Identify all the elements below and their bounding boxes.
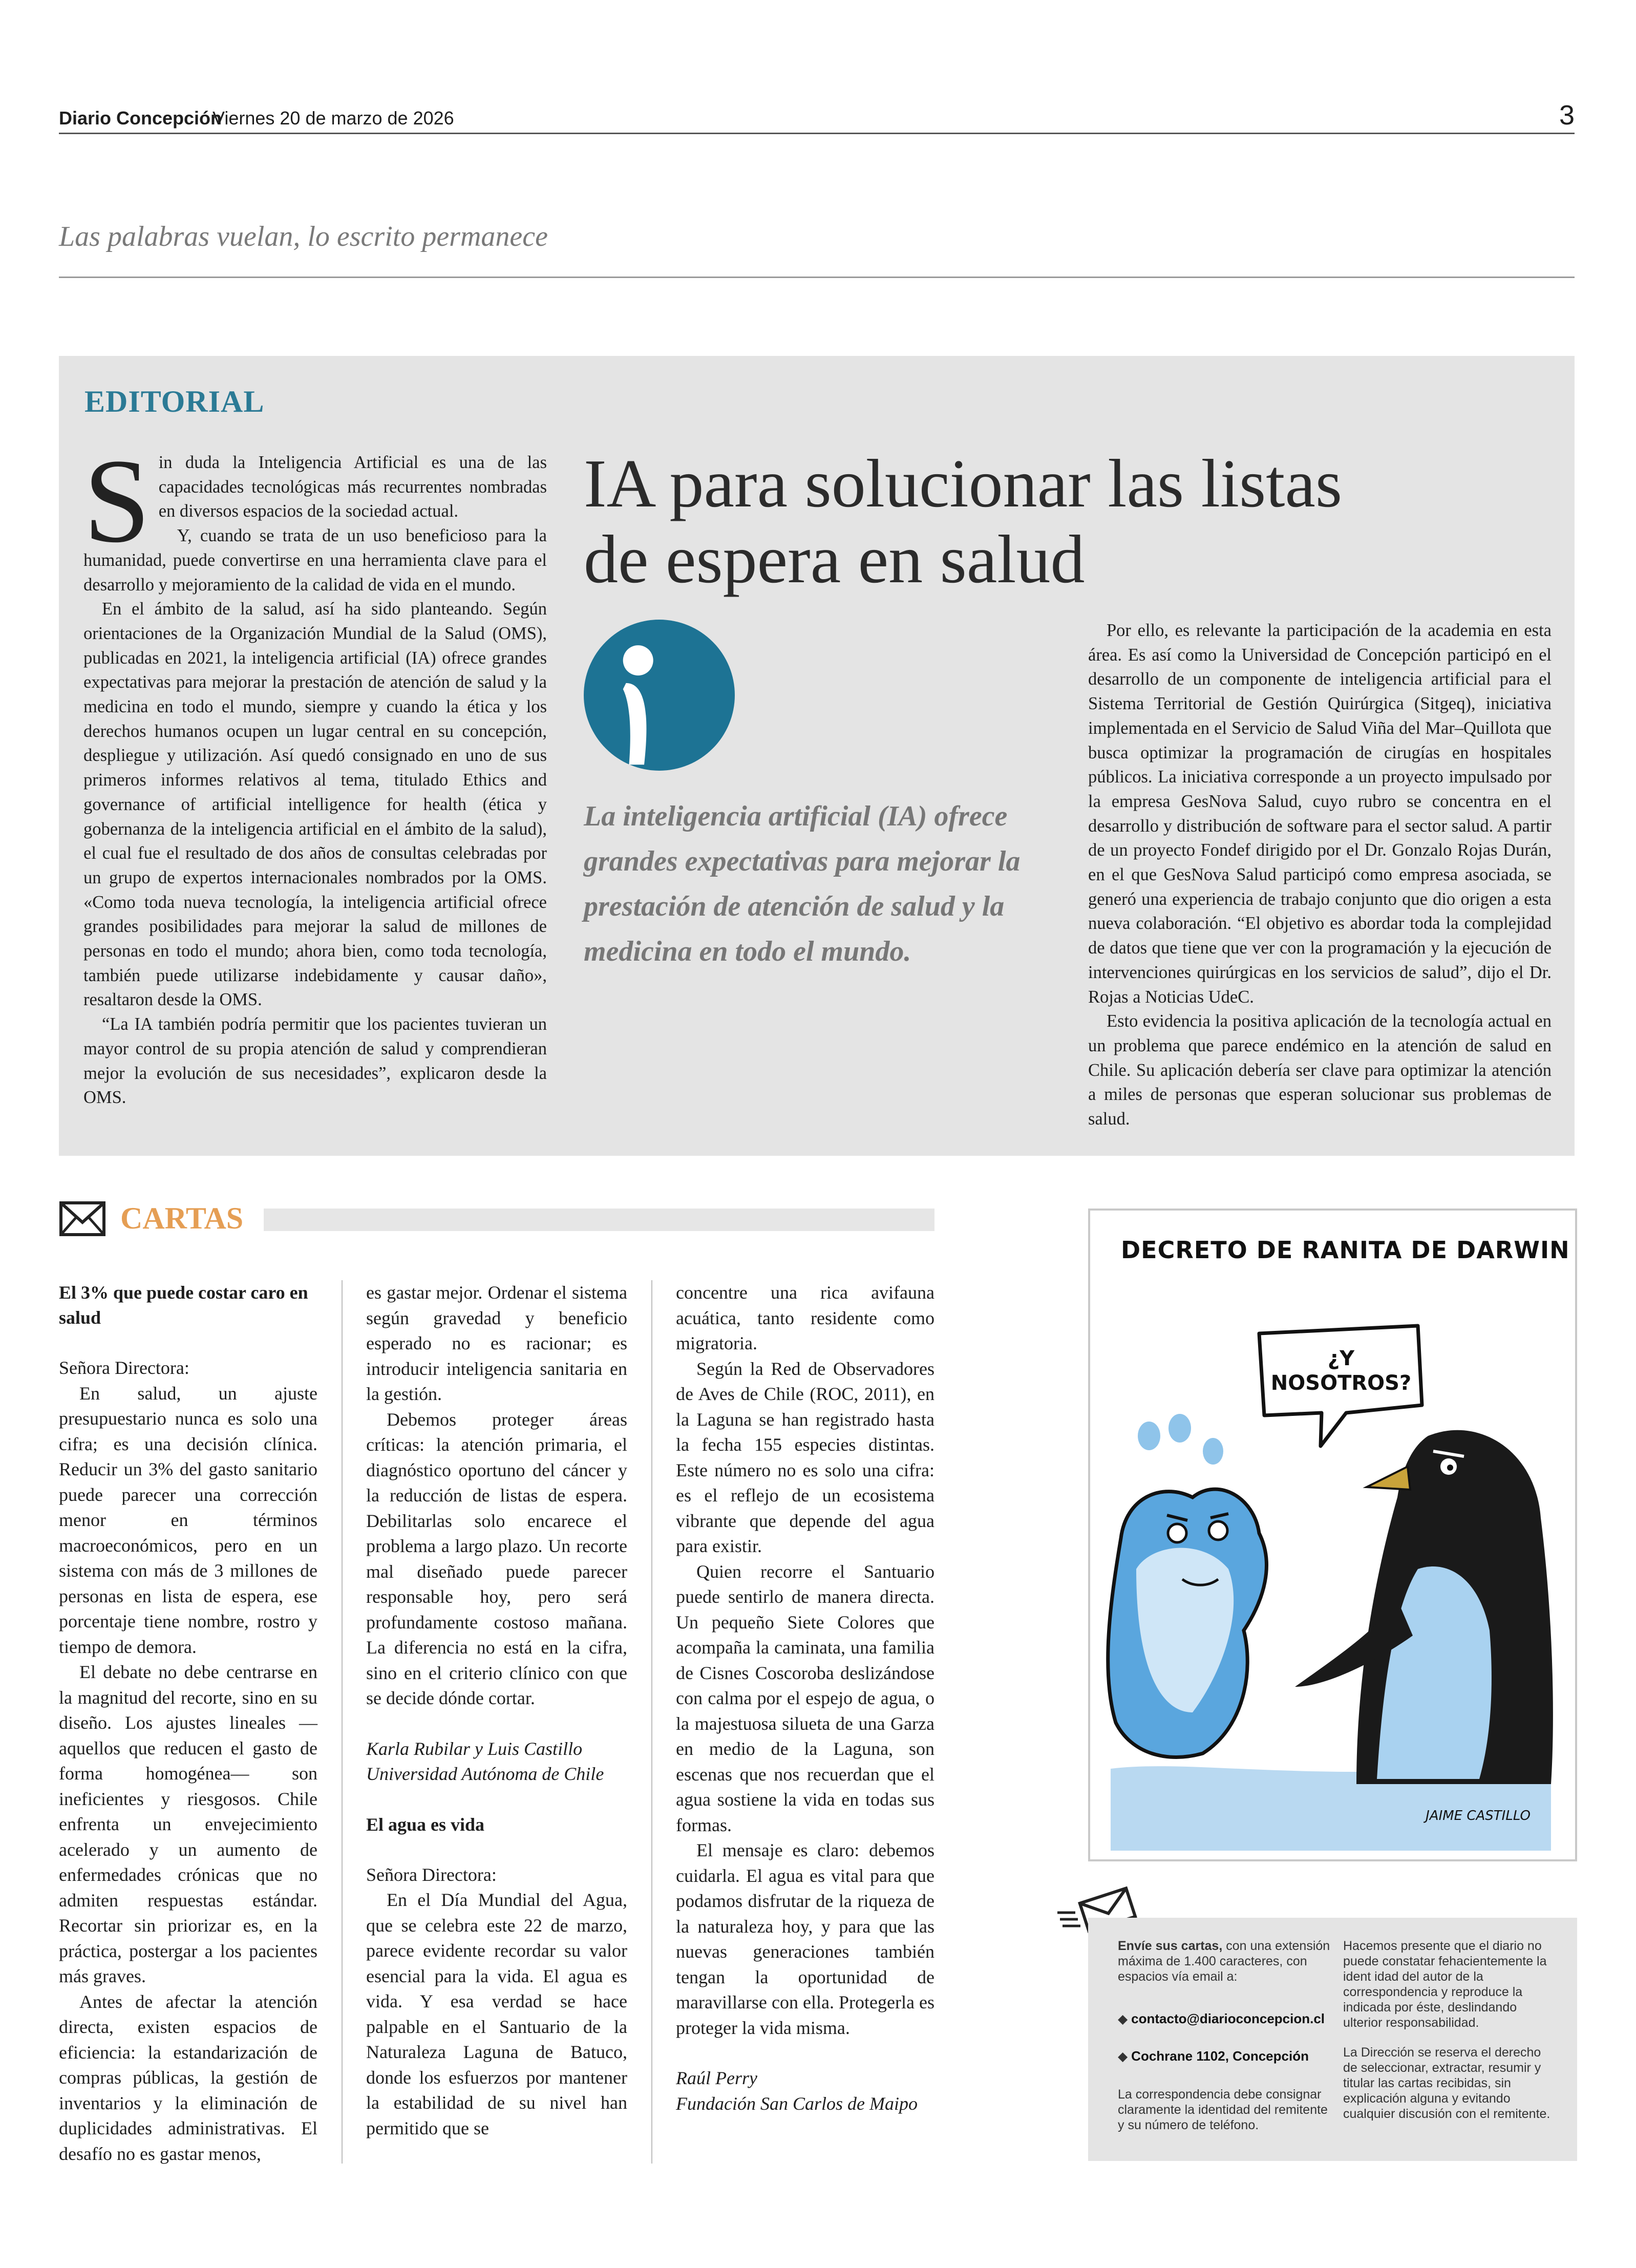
cartas-label: CARTAS bbox=[120, 1201, 244, 1235]
editorial-label: EDITORIAL bbox=[84, 385, 265, 418]
section-tagline: Las palabras vuelan, lo escrito permanece bbox=[59, 221, 548, 252]
info-right bbox=[1343, 1938, 1558, 2122]
paragraph: En salud, un ajuste presupuestario nunca es solo una cifra; es una decisión clínica. Reducir un 3% del gasto sanitario puede parecer una corrección menor en términos macroeconómicos, pero en un sistema con más de 3 millones de personas en lista de espera, ese porcentaje tiene nombre, rostro y tiempo de demora. bbox=[59, 1383, 317, 1657]
paragraph: Por ello, es relevante la participación de la academia en esta área. Es así como la Universidad de Concepción participó en el desarrollo de un componente de inteligencia artificial para el Sistema Territorial de Gestión Quirúrgica (Sitgeq), iniciativa implementada en el Servicio de Salud Viña del Mar–Quillota que busca optimizar la programación de cirugías en hospitales públicos. La iniciativa corresponde a un proyecto impulsado por la empresa GesNova Salud, cuyo rubro se concentra en el desarrollo y distribución de software para el sector salud. A partir de un proyecto Fondef dirigido por el Dr. Gonzalo Rojas Durán, en el que GesNova Salud participó como empresa asociada, se generó una experiencia de trabajo conjunto que dio origen a esta nueva colaboración. “El objetivo es abordar toda la complejidad de datos que tiene que ver con la programación y la ejecución de intervenciones quirúrgicas en los servicios de salud”, dijo el Dr. Rojas a Noticias UdeC. bbox=[1088, 621, 1552, 1007]
sweat-drop bbox=[1138, 1422, 1160, 1450]
info-left bbox=[1118, 1938, 1330, 2133]
cartoon-title: DECRETO DE RANITA DE DARWIN bbox=[1121, 1236, 1570, 1264]
penguin-beak bbox=[1367, 1467, 1410, 1490]
letter-affiliation: Fundación San Carlos de Maipo bbox=[676, 2093, 918, 2114]
bullet-icon: ◆ bbox=[1118, 2012, 1132, 2026]
cartoon bbox=[1088, 1209, 1577, 1861]
paragraph: Quien recorre el Santuario puede sentirlo de manera directa. Un pequeño Siete Colores que acompaña la caminata, una familia de Cisnes Coscoroba deslizándose con calma por el espejo de agua, o la majestuosa silueta de una Garza en medio de la Laguna, son escenas que nos recuerdan que el agua sostiene la vida en todas sus formas. bbox=[676, 1561, 934, 1835]
letter-signature: Karla Rubilar y Luis Castillo bbox=[366, 1738, 583, 1759]
page-number: 3 bbox=[1559, 100, 1575, 131]
issue-date: Viernes 20 de marzo de 2026 bbox=[213, 108, 454, 129]
info-disclaimer: Hacemos presente que el diario no puede constatar fehacientemente la ident idad del autor de la correspondencia y reproduce la indicada por éste, deslindando ulterior responsabilidad. bbox=[1343, 1939, 1547, 2030]
letters-column-3 bbox=[676, 1280, 934, 2169]
newspaper-name: Diario Concepción bbox=[59, 108, 222, 129]
send-lead: Envíe sus cartas, bbox=[1118, 1939, 1223, 1953]
pull-quote: La inteligencia artificial (IA) ofrece grandes expectativas para mejorar la prestación de atención de salud y la medicina en todo el mundo. bbox=[584, 800, 1021, 967]
paragraph: Debemos proteger áreas críticas: la atención primaria, el diagnóstico oportuno del cáncer y la reducción de listas de espera. Debilitarlas solo encarece el problema a largo plazo. Un recorte mal diseñado puede parecer responsable hoy, pero será profundamente costoso mañana. La diferencia no está en la cifra, sino en el criterio clínico con que se decide dónde cortar. bbox=[366, 1409, 627, 1708]
paragraph: Esto evidencia la positiva aplicación de la tecnología actual en un problema que parece endémico en la atención de salud en Chile. Su aplicación debería ser clave para optimizar la atención a miles de personas que esperan solucionar sus problemas de salud. bbox=[1088, 1011, 1552, 1129]
envelope-icon bbox=[59, 1201, 106, 1237]
paragraph: En el Día Mundial del Agua, que se celebra este 22 de marzo, parece evidente recordar su valor esencial para la vida. El agua es vida. Y esa verdad se hace palpable en el Santuario de la Naturaleza Laguna de Batuco, donde los esfuerzos por mantener la estabilidad de su nivel han permitido que se bbox=[366, 1890, 627, 2138]
paragraph: El debate no debe centrarse en la magnitud del recorte, sino en su diseño. Los ajustes lineales —aquellos que reducen el gasto de forma homogénea— son ineficientes y riesgosos. Chile enfrenta un envejecimiento acelerado y un aumento de enfermedades crónicas que no admiten respuestas estándar. Recortar sin priorizar es, en la práctica, postergar a los pacientes más graves. bbox=[59, 1662, 317, 1986]
speech-text-1: ¿Y bbox=[1327, 1347, 1355, 1370]
letters-column-2 bbox=[366, 1280, 627, 2169]
paragraph: Antes de afectar la atención directa, existen espacios de eficiencia: la estandarización de compras públicas, la gestión de inventarios y la eliminación de duplicidades administrativas. El desafío no es gastar menos, bbox=[59, 1991, 317, 2164]
letter-title: El agua es vida bbox=[366, 1814, 485, 1835]
letter-title: El 3% que puede costar caro en salud bbox=[59, 1282, 308, 1328]
drop-cap: S bbox=[83, 434, 151, 567]
info-logo-icon bbox=[584, 620, 735, 771]
paragraph: El mensaje es claro: debemos cuidarla. El agua es vital para que podamos disfrutar de la riqueza de la naturaleza hoy, y para que las nuevas generaciones también tengan la oportunidad de maravillarse con ella. Protegerla es proteger la vida misma. bbox=[676, 1840, 934, 2038]
paragraph: concentre una rica avifauna acuática, tanto residente como migratoria. bbox=[676, 1282, 934, 1353]
paragraph: es gastar mejor. Ordenar el sistema según gravedad y beneficio esperado no es racionar; es introducir inteligencia sanitaria en la gestión. bbox=[366, 1282, 627, 1404]
send-text: con una extensión máxima de 1.400 caracteres, con espacios vía email a: bbox=[1118, 1939, 1330, 1984]
sweat-drop bbox=[1203, 1438, 1223, 1465]
info-rights: La Dirección se reserva el derecho de seleccionar, extractar, resumir y titular las cartas recibidas, sin explicación alguna y evitando cualquier discusión con el remitente. bbox=[1343, 2045, 1550, 2121]
speech-text-2: NOSOTROS? bbox=[1270, 1371, 1412, 1395]
page-header bbox=[59, 102, 1575, 134]
paragraph: in duda la Inteligencia Artificial es una de las capacidades tecnológicas más recurrentes nombradas en diversos espacios de la sociedad actual. bbox=[158, 453, 547, 521]
editorial-headline: IA para solucionar las listas de espera en salud bbox=[584, 446, 1343, 597]
paragraph: Según la Red de Observadores de Aves de Chile (ROC, 2011), en la Laguna se han registrado hasta la fecha 155 especies distintas. Este número no es solo una cifra: es el reflejo de un ecosistema vibrante que depende del agua para existir. bbox=[676, 1358, 934, 1556]
salutation: Señora Directora: bbox=[59, 1358, 189, 1378]
contact-address: Cochrane 1102, Concepción bbox=[1131, 2048, 1309, 2064]
divider bbox=[59, 277, 1575, 278]
contact-email[interactable]: contacto@diarioconcepcion.cl bbox=[1131, 2011, 1325, 2026]
column-divider bbox=[342, 1280, 343, 2164]
editorial-column-1 bbox=[83, 434, 547, 1147]
letters-column-1 bbox=[59, 1280, 317, 2169]
salutation: Señora Directora: bbox=[366, 1864, 497, 1885]
column-divider bbox=[651, 1280, 652, 2164]
editorial-column-3 bbox=[1088, 619, 1552, 1151]
letter-affiliation: Universidad Autónoma de Chile bbox=[366, 1764, 604, 1784]
info-footnote: La correspondencia debe consignar claramente la identidad del remitente y su número de teléfono. bbox=[1118, 2087, 1328, 2132]
cartas-bar bbox=[264, 1209, 934, 1231]
cartoon-signature: JAIME CASTILLO bbox=[1426, 1808, 1531, 1824]
sweat-drop bbox=[1168, 1414, 1191, 1443]
letter-signature: Raúl Perry bbox=[676, 2068, 757, 2088]
paragraph: “La IA también podría permitir que los pacientes tuvieran un mayor control de su propia atención de salud y comprendieran mejor la evolución de sus necesidades”, explicaron desde la OMS. bbox=[83, 1014, 547, 1108]
cartoon-illustration bbox=[1090, 1211, 1575, 1859]
paragraph: Y, cuando se trata de un uso beneficioso para la humanidad, puede convertirse en una herramienta clave para el desarrollo y mejoramiento de la calidad de vida en el mundo. bbox=[83, 526, 547, 595]
paragraph: En el ámbito de la salud, así ha sido planteando. Según orientaciones de la Organización Mundial de la Salud (OMS), publicadas en 2021, la inteligencia artificial (IA) ofrece grandes expectativas para mejorar la prestación de atención de salud y la medicina en todo el mundo, siempre y cuando la ética y los derechos humanos ocupen un lugar central en su concepción, despliegue y utilización. Así quedó consignado en uno de sus primeros informes relativos al tema, titulado Ethics and governance of artificial intelligence for health (ética y gobernanza de la inteligencia artificial en el ámbito de la salud), el cual fue el resultado de dos años de consultas celebradas por un grupo de expertos internacionales nombrados por la OMS. «Como toda nueva tecnología, la inteligencia artificial ofrece grandes posibilidades para mejorar la salud de millones de personas en todo el mundo; ahora bien, como toda tecnología, también puede utilizarse indebidamente y causar daño», resaltaron desde la OMS. bbox=[83, 599, 547, 1010]
bullet-icon: ◆ bbox=[1118, 2049, 1132, 2064]
